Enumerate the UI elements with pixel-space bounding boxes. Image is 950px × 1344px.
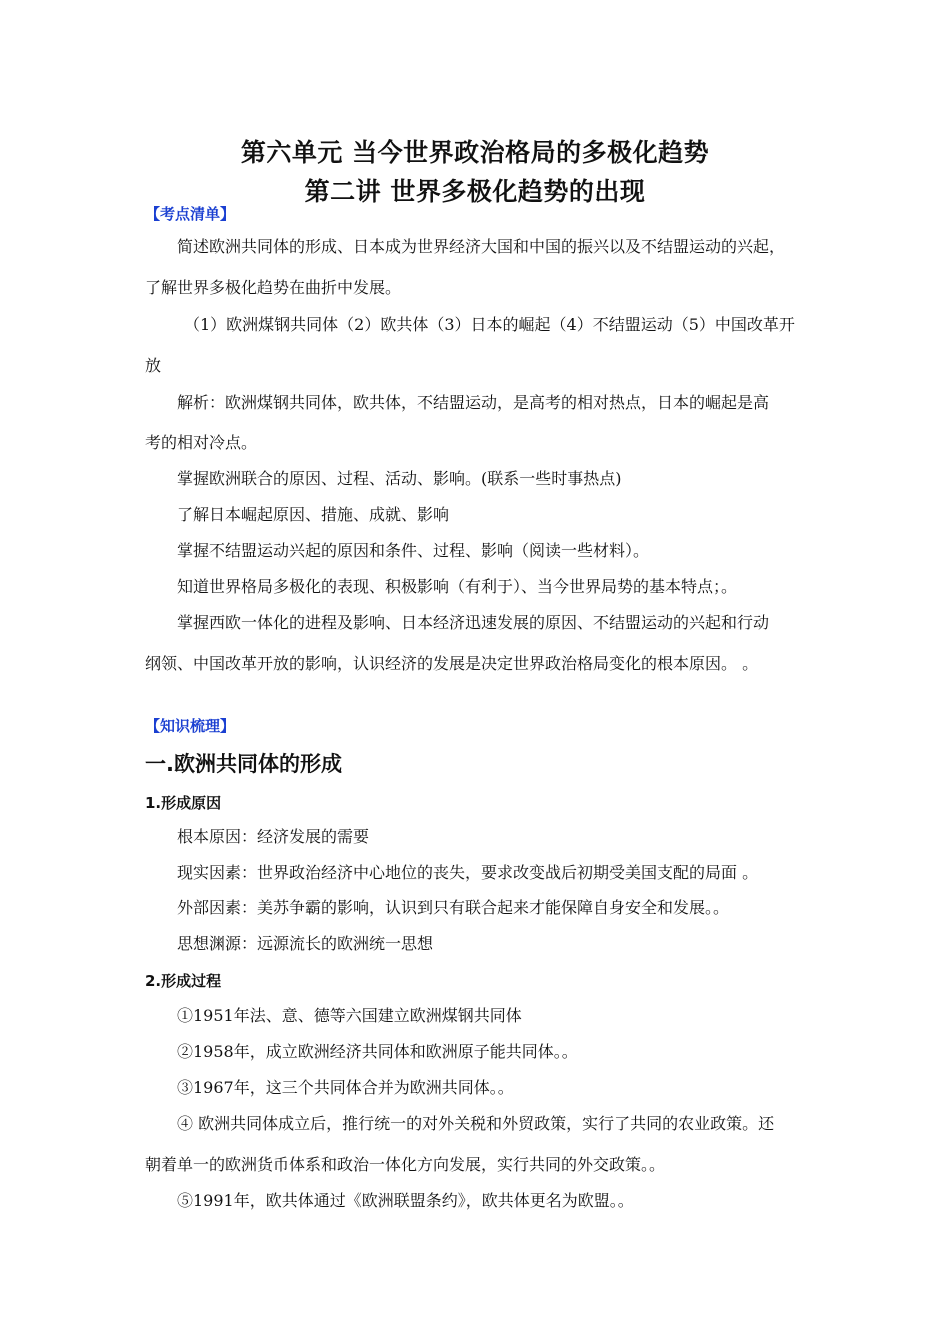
exam-line: 了解日本崛起原因、措施、成就、影响: [177, 505, 450, 524]
exam-line: 纲领、中国改革开放的影响，认识经济的发展是决定世界政治格局变化的根本原因。 。: [145, 654, 759, 673]
process-line: ①1951年法、意、德等六国建立欧洲煤钢共同体: [177, 1006, 522, 1025]
exam-line: 解析：欧洲煤钢共同体，欧共体，不结盟运动，是高考的相对热点，日本的崛起是高: [177, 393, 770, 412]
cause-line: 思想渊源：远源流长的欧洲统一思想: [177, 934, 434, 953]
section-tag-exam: 【考点清单】: [145, 205, 236, 223]
exam-line: 了解世界多极化趋势在曲折中发展。: [145, 278, 402, 297]
page-title: 第六单元 当今世界政治格局的多极化趋势: [240, 138, 710, 167]
process-line: ⑤1991年，欧共体通过《欧洲联盟条约》，欧共体更名为欧盟。。: [177, 1191, 634, 1210]
exam-line: 掌握西欧一体化的进程及影响、日本经济迅速发展的原因、不结盟运动的兴起和行动: [177, 613, 770, 632]
process-line: ④ 欧洲共同体成立后，推行统一的对外关税和外贸政策，实行了共同的农业政策。还: [177, 1114, 775, 1133]
process-line: 朝着单一的欧洲货币体系和政治一体化方向发展，实行共同的外交政策。。: [145, 1155, 666, 1174]
exam-line: 简述欧洲共同体的形成、日本成为世界经济大国和中国的振兴以及不结盟运动的兴起，: [177, 237, 786, 256]
page-subtitle: 第二讲 世界多极化趋势的出现: [304, 177, 646, 206]
section-tag-knowledge: 【知识梳理】: [145, 717, 236, 735]
cause-line: 根本原因：经济发展的需要: [177, 827, 370, 846]
exam-line: 放: [145, 356, 162, 375]
exam-line: 考的相对冷点。: [145, 433, 258, 452]
process-line: ③1967年，这三个共同体合并为欧洲共同体。。: [177, 1078, 514, 1097]
section-heading: 一.欧洲共同体的形成: [145, 752, 342, 776]
exam-line: （1）欧洲煤钢共同体（2）欧共体（3）日本的崛起（4）不结盟运动（5）中国改革开: [184, 315, 795, 334]
exam-line: 知道世界格局多极化的表现、积极影响（有利于）、当今世界局势的基本特点；。: [177, 577, 738, 596]
process-line: ②1958年，成立欧洲经济共同体和欧洲原子能共同体。。: [177, 1042, 578, 1061]
subsection-heading-process: 2.形成过程: [145, 972, 222, 990]
exam-line: 掌握欧洲联合的原因、过程、活动、影响。(联系一些时事热点): [177, 469, 622, 488]
subsection-heading-causes: 1.形成原因: [145, 794, 222, 812]
exam-line: 掌握不结盟运动兴起的原因和条件、过程、影响（阅读一些材料）。: [177, 541, 650, 560]
cause-line: 现实因素：世界政治经济中心地位的丧失，要求改变战后初期受美国支配的局面 。: [177, 863, 759, 882]
cause-line: 外部因素：美苏争霸的影响，认识到只有联合起来才能保障自身安全和发展。。: [177, 898, 730, 917]
